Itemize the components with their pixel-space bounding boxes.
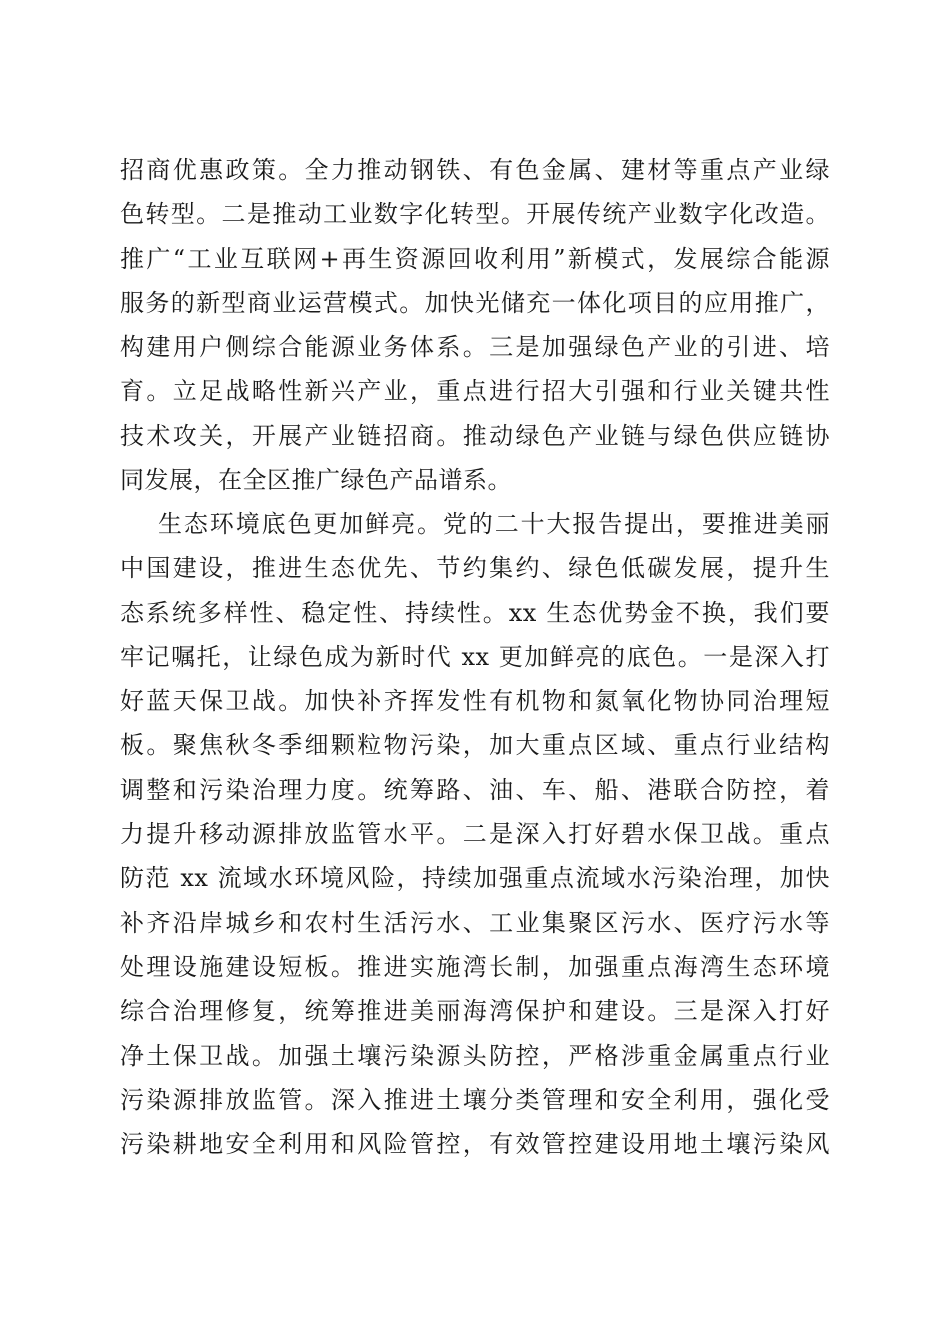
text-line: 处理设施建设短板。推进实施湾长制，加强重点海湾生态环境 — [120, 952, 830, 981]
text-line: 补齐沿岸城乡和农村生活污水、工业集聚区污水、医疗污水等 — [120, 908, 830, 937]
text-line: 服务的新型商业运营模式。加快光储充一体化项目的应用推广， — [120, 288, 830, 317]
text-line: 调整和污染治理力度。统筹路、油、车、船、港联合防控，着 — [120, 775, 830, 804]
text-line: 技术攻关，开展产业链招商。推动绿色产业链与绿色供应链协 — [120, 421, 830, 450]
paragraph-green-industry — [120, 148, 830, 502]
text-line: 色转型。二是推动工业数字化转型。开展传统产业数字化改造。 — [120, 200, 830, 229]
text-line: 牢记嘱托，让绿色成为新时代 xx 更加鲜亮的底色。一是深入打 — [120, 642, 830, 671]
text-line: 净土保卫战。加强土壤污染源头防控，严格涉重金属重点行业 — [120, 1041, 830, 1070]
text-line: 推广“工业互联网+再生资源回收利用”新模式，发展综合能源 — [120, 244, 830, 273]
text-line: 育。立足战略性新兴产业，重点进行招大引强和行业关键共性 — [120, 377, 830, 406]
text-line: 综合治理修复，统筹推进美丽海湾保护和建设。三是深入打好 — [120, 997, 830, 1026]
text-line: 招商优惠政策。全力推动钢铁、有色金属、建材等重点产业绿 — [120, 156, 830, 184]
text-line: 中国建设，推进生态优先、节约集约、绿色低碳发展，提升生 — [120, 554, 830, 583]
text-line: 力提升移动源排放监管水平。二是深入打好碧水保卫战。重点 — [120, 820, 830, 849]
text-line: 生态环境底色更加鲜亮。党的二十大报告提出，要推进美丽 — [158, 510, 830, 538]
text-line: 污染源排放监管。深入推进土壤分类管理和安全利用，强化受 — [120, 1085, 830, 1114]
text-line: 态系统多样性、稳定性、持续性。xx 生态优势金不换，我们要 — [120, 598, 830, 627]
paragraph-ecological-environment — [120, 502, 830, 1166]
text-line: 好蓝天保卫战。加快补齐挥发性有机物和氮氧化物协同治理短 — [120, 687, 830, 716]
text-line: 防范 xx 流域水环境风险，持续加强重点流域水污染治理，加快 — [120, 864, 830, 893]
text-line: 构建用户侧综合能源业务体系。三是加强绿色产业的引进、培 — [120, 333, 830, 362]
text-line: 板。聚焦秋冬季细颗粒物污染，加大重点区域、重点行业结构 — [120, 731, 830, 760]
text-line: 同发展，在全区推广绿色产品谱系。 — [120, 466, 512, 495]
text-line: 污染耕地安全利用和风险管控，有效管控建设用地土壤污染风 — [120, 1130, 830, 1159]
